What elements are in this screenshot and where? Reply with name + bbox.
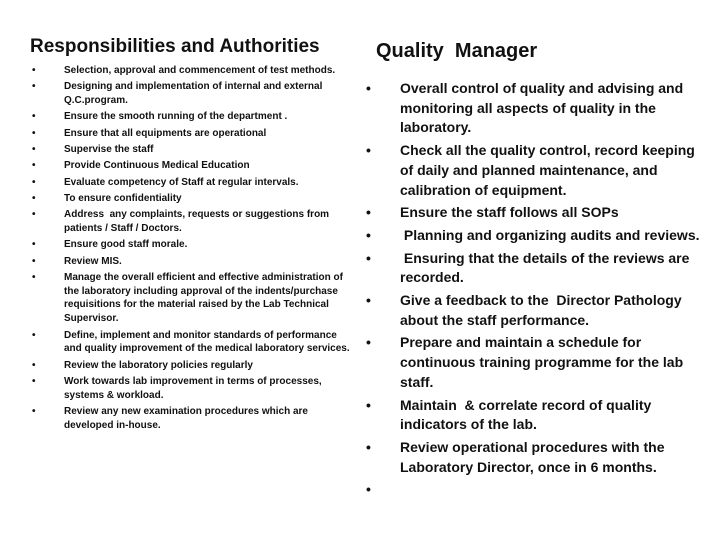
list-item	[30, 271, 350, 326]
list-item-text: Prepare and maintain a schedule for continuous training programme for the lab staff.	[400, 334, 688, 390]
list-item	[30, 375, 350, 403]
list-item	[362, 226, 702, 246]
bullet-icon: •	[32, 375, 36, 387]
bullet-icon: •	[32, 406, 36, 418]
list-item	[30, 192, 350, 206]
bullet-icon: •	[366, 249, 371, 266]
list-item-text: Evaluate competency of Staff at regular intervals.	[64, 176, 299, 188]
list-item	[30, 238, 350, 252]
list-item-text: Give a feedback to the Director Pathology about the staff performance.	[400, 292, 686, 328]
list-item-text: Check all the quality control, record keeping of daily and planned maintenance, and calibration of equipment.	[400, 142, 699, 198]
list-item-text: Ensure that all equipments are operational	[64, 127, 267, 139]
list-item	[30, 208, 350, 236]
list-item	[362, 438, 702, 477]
list-item	[362, 79, 702, 138]
bullet-icon: •	[32, 111, 36, 123]
list-item	[362, 203, 702, 223]
list-item-text: Review any new examination procedures which are developed in-house.	[64, 406, 311, 431]
list-item-text: Review MIS.	[64, 255, 122, 267]
list-item-text: Provide Continuous Medical Education	[64, 160, 250, 172]
bullet-icon: •	[366, 142, 371, 159]
list-item	[30, 405, 350, 433]
bullet-icon: •	[32, 160, 36, 172]
responsibilities-list	[30, 64, 350, 435]
bullet-icon: •	[32, 329, 36, 341]
bullet-icon: •	[32, 127, 36, 139]
list-item	[362, 333, 702, 392]
list-item-text: Planning and organizing audits and reviews.	[400, 226, 700, 243]
list-item	[30, 110, 350, 124]
list-item-text: Manage the overall efficient and effective administration of the laboratory including approval of the indents/purchase requisitions for the material raised by the Lab Technical Supervisor.	[64, 271, 346, 325]
bullet-icon: •	[32, 359, 36, 371]
list-item-text: Address any complaints, requests or suggestions from patients / Staff / Doctors.	[64, 209, 332, 234]
list-item-text: Work towards lab improvement in terms of processes, systems & workload.	[64, 375, 325, 401]
bullet-icon: •	[32, 255, 36, 267]
bullet-icon: •	[366, 334, 371, 351]
quality-manager-list	[362, 79, 702, 498]
bullet-icon: •	[32, 143, 36, 155]
list-item	[30, 127, 350, 141]
list-item	[30, 64, 350, 78]
list-item	[30, 329, 350, 357]
list-item	[30, 159, 350, 173]
list-item	[30, 143, 350, 157]
bullet-icon: •	[32, 239, 36, 251]
list-item-text: Overall control of quality and advising and monitoring all aspects of quality in the laboratory.	[400, 80, 688, 136]
list-item	[30, 359, 350, 373]
list-item	[362, 249, 702, 288]
list-item	[30, 176, 350, 190]
bullet-icon: •	[32, 65, 36, 76]
list-item-text: Define, implement and monitor standards of performance and quality improvement of the medical laboratory services.	[64, 329, 350, 355]
bullet-icon: •	[366, 204, 371, 221]
bullet-icon: •	[366, 292, 371, 309]
bullet-icon: •	[366, 80, 371, 96]
list-item	[30, 255, 350, 269]
bullet-icon: •	[32, 176, 36, 188]
list-item-text: Designing and implementation of internal and external Q.C.program.	[64, 81, 326, 107]
quality-manager-title: Quality Manager	[376, 40, 538, 62]
list-item	[30, 80, 350, 108]
bullet-icon: •	[32, 271, 36, 283]
list-item-text: Review the laboratory policies regularly	[64, 359, 253, 371]
list-item-text: Selection, approval and commencement of test methods.	[64, 65, 336, 76]
list-item-text: Ensure the smooth running of the department .	[64, 111, 288, 123]
bullet-icon: •	[366, 396, 371, 413]
list-item-text: Ensure the staff follows all SOPs	[400, 204, 619, 221]
bullet-icon: •	[32, 81, 36, 93]
list-item-text: Ensuring that the details of the reviews are recorded.	[400, 249, 694, 286]
list-item-text: Maintain & correlate record of quality indicators of the lab.	[400, 396, 656, 433]
list-item-text: Ensure good staff morale.	[64, 239, 188, 251]
bullet-icon: •	[366, 438, 371, 455]
list-item-text: To ensure confidentiality	[64, 192, 182, 204]
responsibilities-title: Responsibilities and Authorities	[30, 36, 320, 57]
bullet-icon: •	[366, 481, 371, 498]
bullet-icon: •	[32, 209, 36, 221]
list-item	[362, 291, 702, 330]
bullet-icon: •	[366, 226, 371, 243]
list-item-text: Supervise the staff	[64, 143, 154, 155]
list-item	[362, 141, 702, 200]
list-item	[362, 396, 702, 435]
bullet-icon: •	[32, 192, 36, 204]
list-item-text: Review operational procedures with the Laboratory Director, once in 6 months.	[400, 438, 669, 475]
